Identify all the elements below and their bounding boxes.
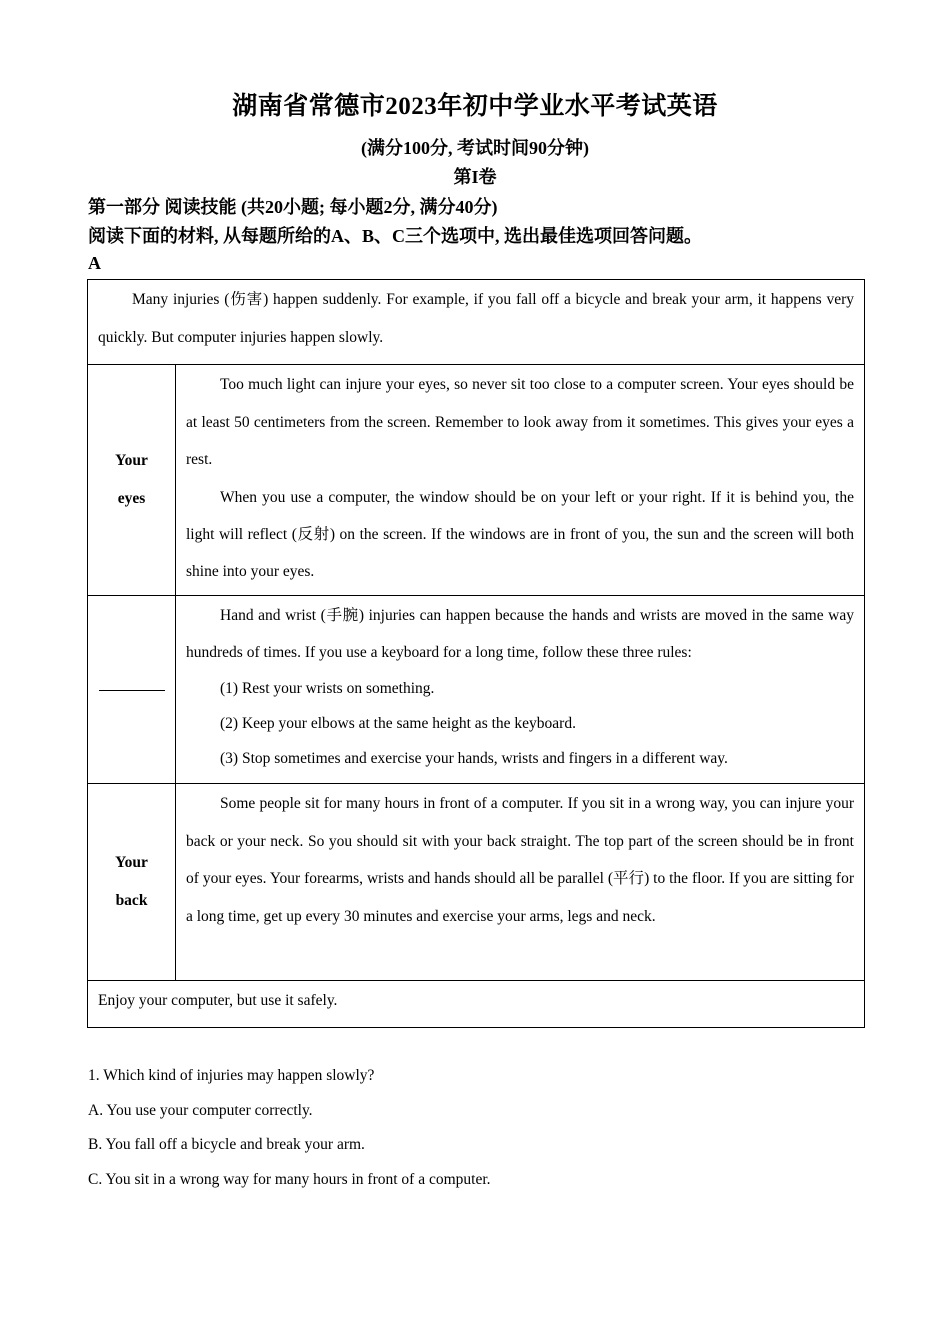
passage-table: [87, 279, 865, 1028]
volume-label: 第I卷: [453, 167, 497, 187]
answer-blank: [99, 689, 165, 691]
passage-label: A: [88, 253, 101, 273]
exam-subtitle: (满分100分, 考试时间90分钟): [361, 138, 589, 158]
hands-rule-2: (2) Keep your elbows at the same height as the keyboard.: [220, 715, 576, 732]
eyes-label-line1: Your: [115, 452, 148, 469]
eyes-label-line2: eyes: [117, 490, 146, 507]
eyes-row: [88, 365, 865, 596]
hands-rule-1: (1) Rest your wrists on something.: [220, 680, 435, 697]
hands-content-cell: [176, 596, 865, 784]
eyes-label-cell: [88, 365, 176, 596]
back-label-line2: back: [115, 892, 148, 909]
closing-text: Enjoy your computer, but use it safely.: [98, 992, 338, 1009]
hands-rule-3: (3) Stop sometimes and exercise your hands, wrists and fingers in a different way.: [220, 750, 728, 767]
eyes-content-cell: [176, 365, 865, 596]
part-heading: 第一部分 阅读技能 (共20小题; 每小题2分, 满分40分): [88, 197, 498, 217]
back-content-cell: [176, 784, 865, 981]
back-row: [88, 784, 865, 981]
intro-paragraph: Many injuries (伤害) happen suddenly. For example, if you fall off a bicycle and break your arm, it happens very quickly. But computer injuries happen slowly.: [98, 291, 854, 346]
closing-row: [88, 981, 865, 1028]
hands-paragraph: Hand and wrist (手腕) injuries can happen because the hands and wrists are moved in the same way hundreds of times. If you use a keyboard for a long time, follow these three rules:: [186, 607, 854, 661]
exam-title: 湖南省常德市2023年初中学业水平考试英语: [232, 93, 718, 120]
back-paragraph: Some people sit for many hours in front of a computer. If you sit in a wrong way, you can injure your back or your neck. So you should sit with your back straight. The top part of the screen should be in front of your eyes. Your forearms, wrists and hands should all be parallel (平行) to the floor. If you are sitting for a long time, get up every 30 minutes and exercise your arms, legs and neck.: [186, 795, 854, 925]
eyes-paragraph-1: Too much light can injure your eyes, so never sit too close to a computer screen. Your eyes should be at least 50 centimeters from the screen. Remember to look away from it sometimes. This gives your eyes a rest.: [186, 376, 854, 468]
question-1-option-c[interactable]: C. You sit in a wrong way for many hours in front of a computer.: [88, 1171, 491, 1188]
intro-cell: [88, 280, 865, 365]
back-label-line1: Your: [115, 854, 148, 871]
hands-label-cell: [88, 596, 176, 784]
intro-row: [88, 280, 865, 365]
question-1-stem: 1. Which kind of injuries may happen slowly?: [88, 1067, 375, 1084]
instruction-text: 阅读下面的材料, 从每题所给的A、B、C三个选项中, 选出最佳选项回答问题。: [88, 226, 703, 246]
question-1-option-a[interactable]: A. You use your computer correctly.: [88, 1102, 313, 1119]
question-1-option-b[interactable]: B. You fall off a bicycle and break your arm.: [88, 1136, 365, 1153]
hands-row: [88, 596, 865, 784]
closing-cell: [88, 981, 865, 1028]
eyes-paragraph-2: When you use a computer, the window should be on your left or your right. If it is behind you, the light will reflect (反射) on the screen. If the windows are in front of you, the sun and the screen will both shine into your eyes.: [186, 488, 854, 580]
back-label-cell: [88, 784, 176, 981]
